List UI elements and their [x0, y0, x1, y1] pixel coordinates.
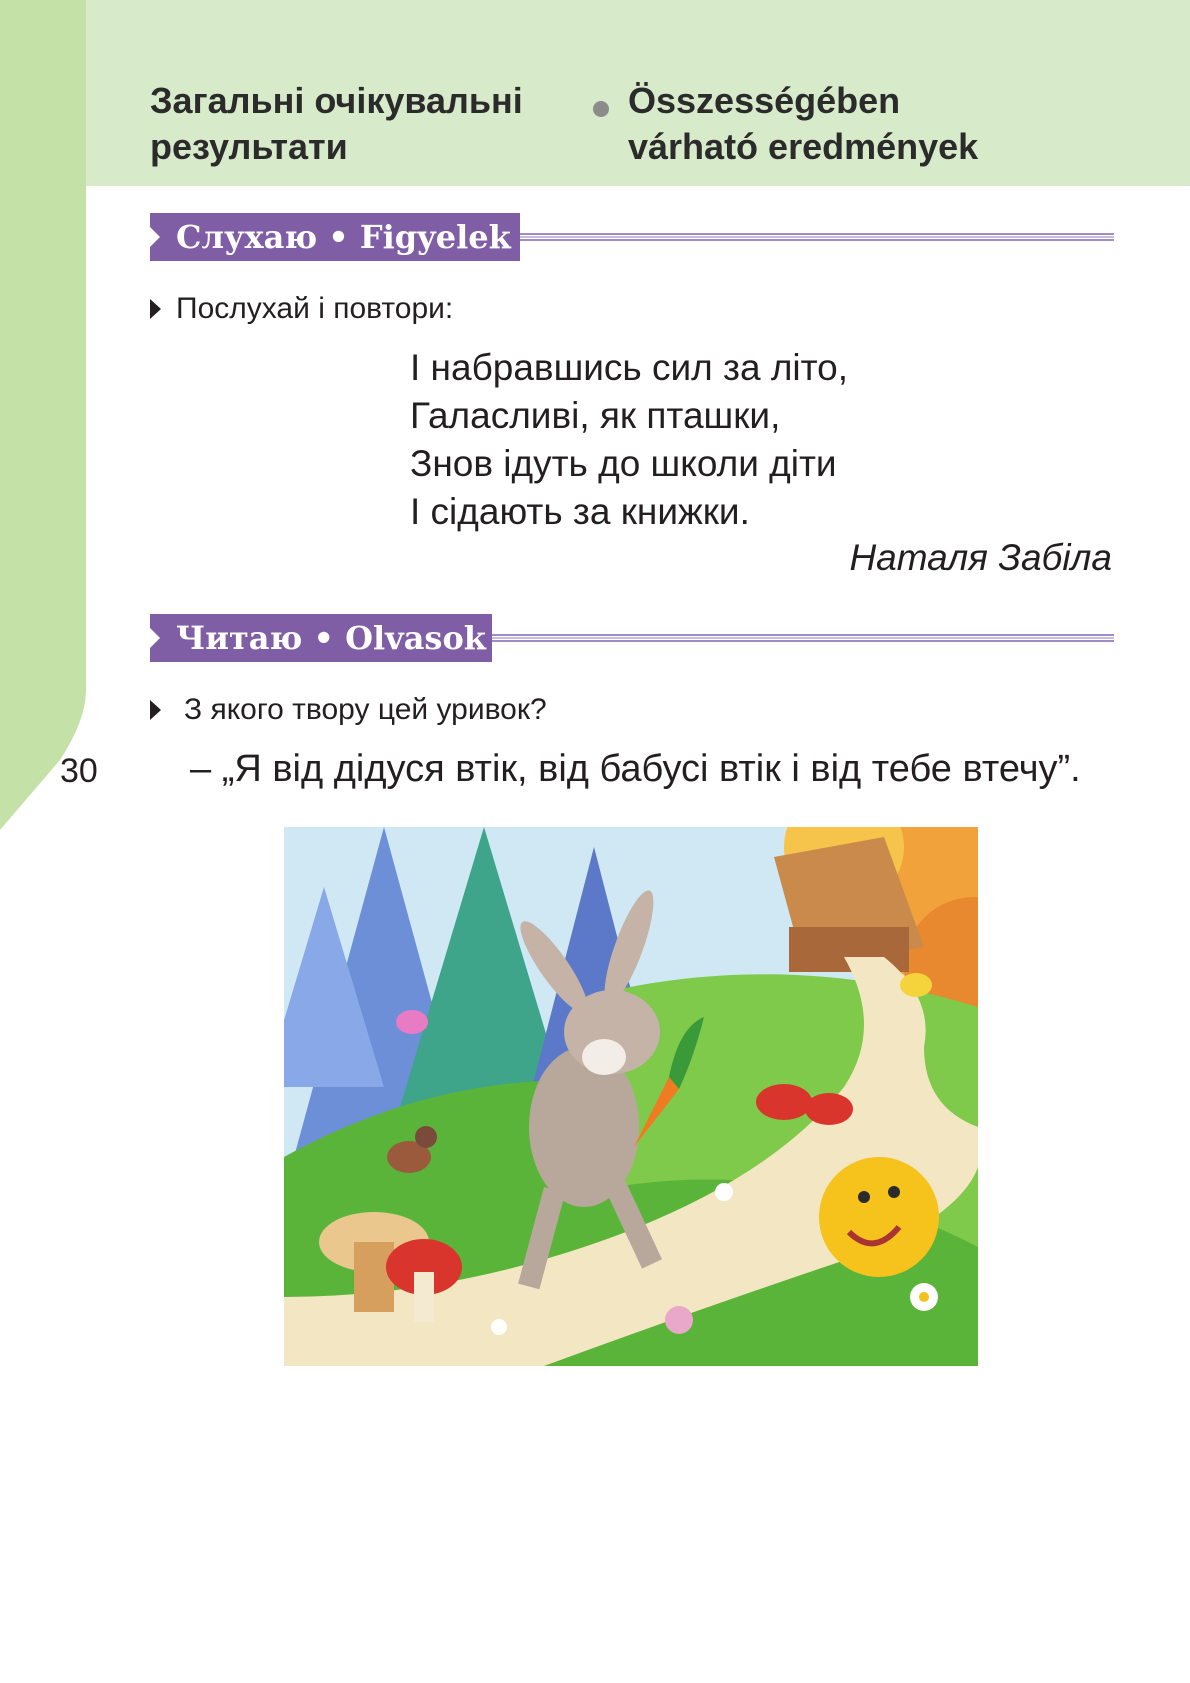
task-listen: Послухай і повтори:	[176, 292, 454, 325]
section-rule-read	[492, 634, 1114, 642]
task-arrow-icon	[150, 299, 161, 319]
task-read: З якого твору цей уривок?	[184, 693, 547, 726]
poem-author: Наталя Забіла	[849, 537, 1112, 578]
section-rule-listen	[520, 233, 1114, 241]
quote: – „Я від дідуся втік, від бабусі втік і від тебе втечу”.	[190, 748, 1081, 790]
poem-line: І набравшись сил за літо,	[410, 347, 849, 388]
header-title-ukrainian-line2: результати	[150, 126, 348, 167]
poem-line: Галасливі, як пташки,	[410, 395, 781, 436]
poem-line: І сідають за книжки.	[410, 491, 750, 532]
header-title-hungarian-line2: várható eredmények	[628, 126, 979, 167]
header-title-hungarian	[628, 78, 978, 170]
poem	[410, 344, 848, 536]
section-label-listen: Слухаю • Figyelek	[176, 218, 511, 256]
page-number: 30	[60, 752, 98, 790]
header-title-ukrainian	[150, 78, 523, 170]
task-arrow-icon	[150, 700, 161, 720]
header-bullet-icon	[593, 101, 609, 117]
section-badge-read	[150, 614, 492, 662]
poem-line: Знов ідуть до школи діти	[410, 443, 837, 484]
side-accent-bar	[0, 0, 86, 830]
header-title-hungarian-line1: Összességében	[628, 80, 901, 121]
header-title-ukrainian-line1: Загальні очікувальні	[150, 80, 523, 121]
section-label-read: Читаю • Olvasok	[176, 619, 486, 657]
kolobok-and-hare-illustration	[284, 827, 978, 1366]
section-badge-listen	[150, 213, 520, 261]
